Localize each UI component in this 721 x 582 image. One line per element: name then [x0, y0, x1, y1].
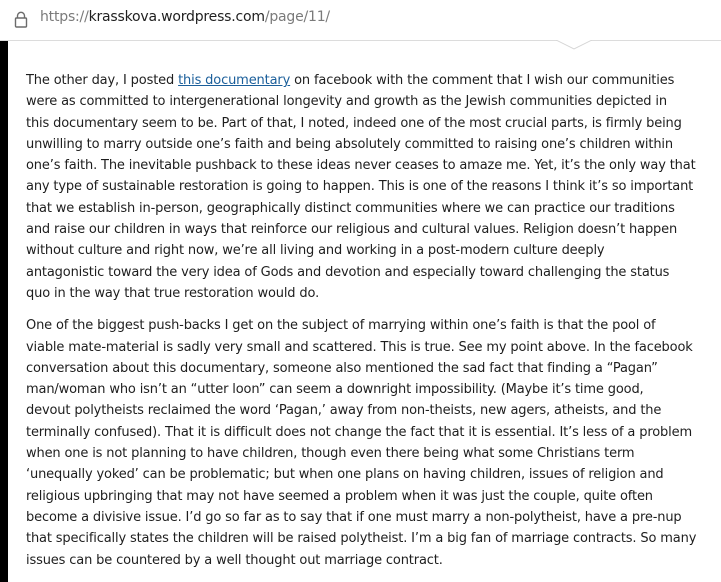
lock-icon [14, 11, 28, 28]
text-line: that we establish in-person, geographically distinct communities where we can practice our traditions [26, 200, 675, 216]
url-text[interactable] [40, 9, 330, 25]
text-line: one’s faith. The inevitable pushback to these ideas never ceases to amaze me. Yet, it’s the only way that [26, 158, 696, 174]
paragraph-1 [26, 70, 716, 304]
text-line: without culture and right now, we’re all living and working in a post-modern culture deeply [26, 243, 605, 259]
text-line: terminally confused). That it is difficult does not change the fact that it is essential. It’s less of a problem [26, 424, 692, 440]
text-line: quo in the way that true restoration would do. [26, 285, 320, 301]
text-line: religious upbringing that may not have seemed a problem when it was just the couple, quite often [26, 488, 653, 504]
text-line: were as committed to intergenerational longevity and growth as the Jewish communities depicted in [26, 94, 667, 110]
text-line: ‘unequally yoked’ can be problematic; but when one plans on having children, issues of religion and [26, 467, 664, 483]
text-line: antagonistic toward the very idea of Gods and devotion and especially toward challenging the status [26, 264, 670, 280]
text-line [26, 70, 716, 91]
scroll-notch-icon [556, 40, 592, 50]
text-line: become a divisive issue. I’d go so far as to say that if one must marry a non-polytheist, have a pre-nup [26, 509, 682, 525]
article-body [26, 70, 716, 571]
paragraph-lead: The other day, I posted [26, 73, 179, 88]
text-line: conversation about this documentary, someone also mentioned the sad fact that finding a “Pagan” [26, 360, 658, 376]
text-line: viable mate-material is sadly very small and scattered. This is true. See my point above. In the facebook [26, 339, 693, 355]
text-line: when one is not planning to have children, though even there being what some Christians term [26, 446, 635, 462]
text-line: man/woman who isn’t an “utter loon” can seem a downright impossibility. (Maybe it’s time good, [26, 382, 644, 398]
text-line: One of the biggest push-backs I get on the subject of marrying within one’s faith is that the pool of [26, 318, 656, 334]
url-scheme: https:// [40, 9, 89, 25]
text-line: unwilling to marry outside one’s faith and being absolutely committed to raising one’s children within [26, 136, 673, 152]
documentary-link[interactable]: this documentary [178, 73, 291, 88]
paragraph-line-rest: on facebook with the comment that I wish our communities [290, 73, 675, 88]
text-line: this documentary seem to be. Part of that, I noted, indeed one of the most crucial parts, is firmly being [26, 115, 682, 131]
address-bar[interactable] [0, 0, 721, 41]
url-path: /page/11/ [264, 9, 330, 25]
left-sidebar-edge [0, 41, 8, 582]
paragraph-2 [26, 315, 716, 571]
url-host: krasskova.wordpress.com [88, 9, 265, 25]
text-line: and raise our children in ways that reinforce our religious and cultural values. Religion doesn’t happen [26, 222, 678, 238]
text-line: devout polytheists reclaimed the word ‘Pagan,’ away from non-theists, new agers, atheists, and the [26, 403, 662, 419]
text-line: issues can be countered by a well thought out marriage contract. [26, 552, 443, 568]
text-line: that specifically states the children will be raised polytheist. I’m a big fan of marriage contracts. So many [26, 531, 697, 547]
text-line: any type of sustainable restoration is going to happen. This is one of the reasons I think it’s so important [26, 179, 694, 195]
